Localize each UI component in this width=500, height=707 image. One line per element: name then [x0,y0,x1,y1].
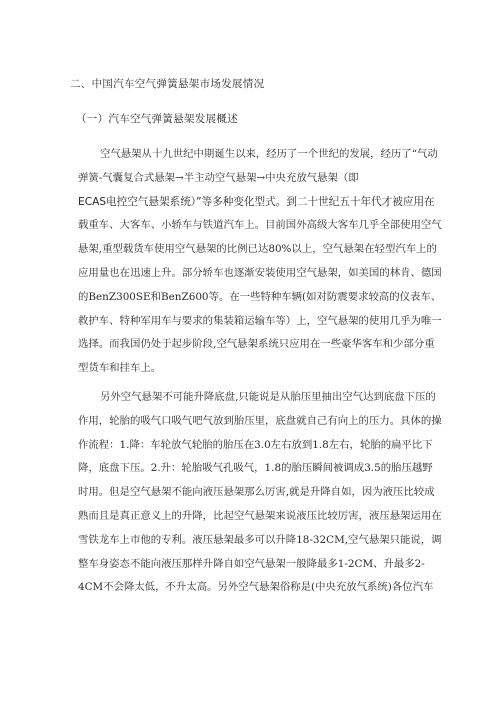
paragraph-line: 熟而且是真正意义上的升降，比起空气悬架来说液压比较厉害，液压悬架运用在 [78,509,442,522]
paragraph-line: 作流程：1.降：车轮放气轮胎的胎压在3.0左右放到1.8左右，轮胎的扁平比下 [78,438,433,451]
paragraph-line: 雪铁龙车上市他的专利。液压悬架最多可以升降18-32CM,空气悬架只能说，调 [78,533,442,546]
paragraph-line: 整车身姿态不能向液压那样升降自如空气悬架一般降最多1-2CM、升最多2- [78,557,425,570]
body-text [78,143,442,600]
paragraph-line: 的BenZ300SE和BenZ600等。在一些特种车辆(如对防震要求较高的仪表车、 [78,290,442,303]
paragraph-line: 降，底盘下压。2.升：轮胎吸气孔吸气，1.8的胎压瞬间被调成3.5的胎压越野 [78,462,433,475]
paragraph-line: ECAS电控空气悬架系统）”等多种变化型式。到二十世纪五十年代才被应用在 [78,195,435,208]
paragraph-line: 时用。但是空气悬架不能向液压悬架那么厉害,就是升降自如，因为液压比较成 [78,486,435,499]
paragraph-line: 悬架,重型载货车使用空气悬架的比例已达80%以上，空气悬架在轻型汽车上的 [78,243,437,256]
paragraph-line: 应用量也在迅速上升。部分轿车也逐渐安装使用空气悬架，如美国的林肯、德国 [78,266,442,279]
paragraph-line: 另外空气悬架不可能升降底盘,只能说是从胎压里抽出空气达到底盘下压的 [100,390,436,403]
paragraph-line: 救护车、特种军用车与要求的集装箱运输车等）上，空气悬架的使用几乎为唯一 [78,314,442,327]
subsection-heading: （一）汽车空气弹簧悬架发展概述 [76,113,238,125]
paragraph-line: 弹簧-气囊复合式悬架→半主动空气悬架→中央充放气悬架（即 [78,171,359,184]
paragraph-line: 4CM不会降太低，不升太高。另外空气悬架俗称是(中央充放气系统)各位汽车 [78,581,434,594]
paragraph-line: 空气悬架从十九世纪中期诞生以来，经历了一个世纪的发展，经历了“气动 [100,148,438,160]
paragraph-line: 型货车和挂车上。 [78,362,162,375]
paragraph-line: 选择。而我国仍处于起步阶段,空气悬架系统只应用在一些豪华客车和少部分重 [78,338,435,351]
paragraph-line: 作用，轮胎的吸气口吸气吧气放到胎压里，底盘就自己有向上的压力。具体的操 [78,414,442,427]
paragraph-line: 载重车、大客车、小轿车与铁道汽车上。目前国外高级大客车几乎全部使用空气 [78,219,442,232]
section-heading: 二、中国汽车空气弹簧悬架市场发展情况 [70,78,265,90]
